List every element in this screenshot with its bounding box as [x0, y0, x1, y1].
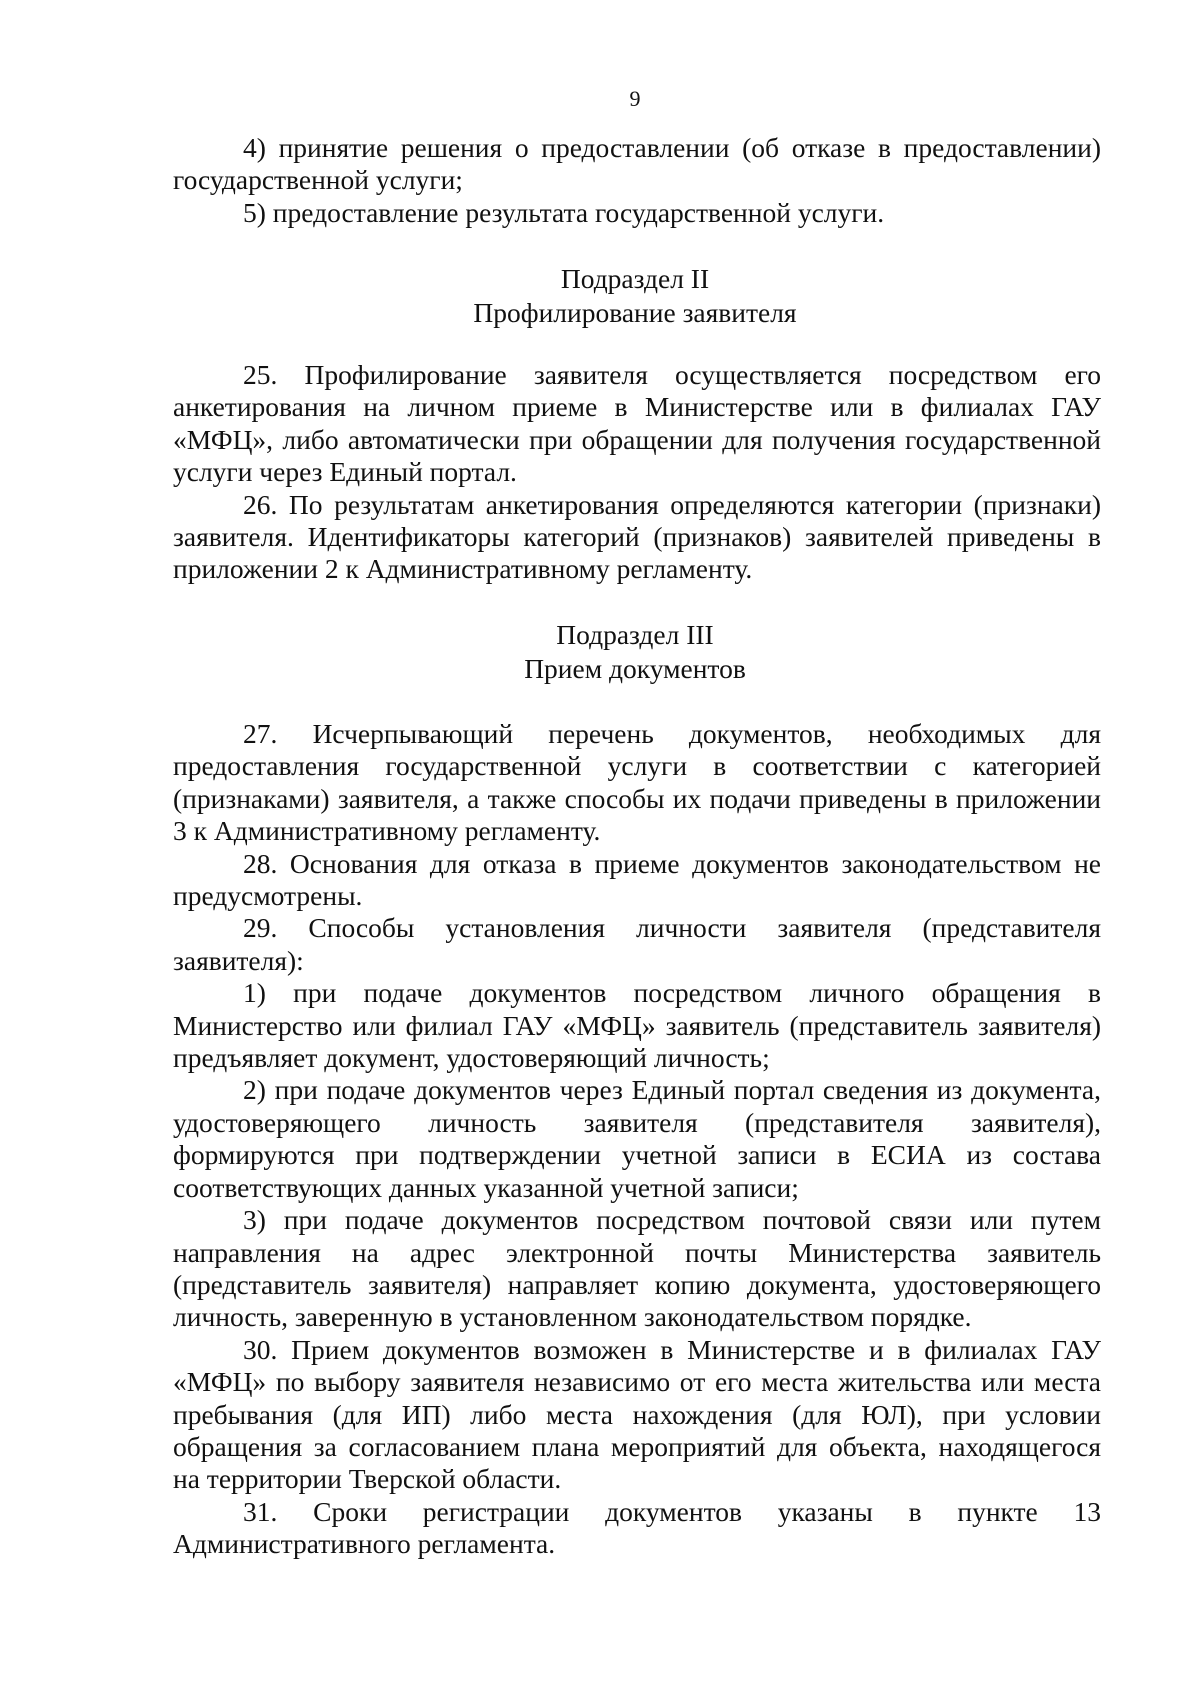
- paragraph-29-3: 3) при подаче документов посредством почтовой связи или путем направления на адрес электронной почты Министерства заявитель (представитель заявителя) направляет копию документа, удостоверяющего личность, заверенную в установленном законодательством порядке.: [173, 1204, 1101, 1333]
- paragraph-30: 30. Прием документов возможен в Министерстве и в филиалах ГАУ «МФЦ» по выбору заявителя независимо от его места жительства или места пребывания (для ИП) либо места нахождения (для ЮЛ), при условии обращения за согласованием плана мероприятий для объекта, находящегося на территории Тверской области.: [173, 1333, 1101, 1495]
- paragraph-31: 31. Сроки регистрации документов указаны в пункте 13 Административного регламента.: [173, 1495, 1101, 1560]
- subsection-2-heading: [0, 262, 1200, 330]
- paragraph-26: 26. По результатам анкетирования определяются категории (признаки) заявителя. Идентификаторы категорий (признаков) заявителей приведены в приложении 2 к Административному регламенту.: [173, 488, 1101, 585]
- subsection-3-heading: [0, 618, 1200, 686]
- page-number: 9: [629, 86, 641, 111]
- paragraph-27: 27. Исчерпывающий перечень документов, необходимых для предоставления государственной услуги в соответствии с категорией (признаками) заявителя, а также способы их подачи приведены в приложении 3 к Административному регламенту.: [173, 718, 1101, 847]
- paragraph-28: 28. Основания для отказа в приеме документов законодательством не предусмотрены.: [173, 847, 1101, 912]
- section-2-body: [173, 359, 1101, 586]
- paragraph-29-2: 2) при подаче документов через Единый портал сведения из документа, удостоверяющего личность заявителя (представителя заявителя), формируются при подтверждении учетной записи в ЕСИА из состава соответствующих данных указанной учетной записи;: [173, 1074, 1101, 1203]
- paragraph-intro-4: 4) принятие решения о предоставлении (об отказе в предоставлении) государственной услуги;: [173, 132, 1101, 196]
- paragraph-29: 29. Способы установления личности заявителя (представителя заявителя):: [173, 912, 1101, 976]
- paragraph-29-1: 1) при подаче документов посредством личного обращения в Министерство или филиал ГАУ «МФЦ» заявитель (представитель заявителя) предъявляет документ, удостоверяющий личность;: [173, 977, 1101, 1074]
- subsection-3-label: Подраздел III: [556, 619, 714, 650]
- paragraph-25: 25. Профилирование заявителя осуществляется посредством его анкетирования на личном приеме в Министерстве или в филиалах ГАУ «МФЦ», либо автоматически при обращении для получения государственной услуги через Единый портал.: [173, 359, 1101, 488]
- section-3-body: [173, 718, 1101, 1561]
- intro-block: [173, 132, 1101, 229]
- subsection-3-title: Прием документов: [524, 653, 746, 684]
- subsection-2-label: Подраздел II: [560, 263, 710, 294]
- paragraph-intro-5: 5) предоставление результата государственной услуги.: [243, 196, 885, 228]
- subsection-2-title: Профилирование заявителя: [473, 297, 797, 328]
